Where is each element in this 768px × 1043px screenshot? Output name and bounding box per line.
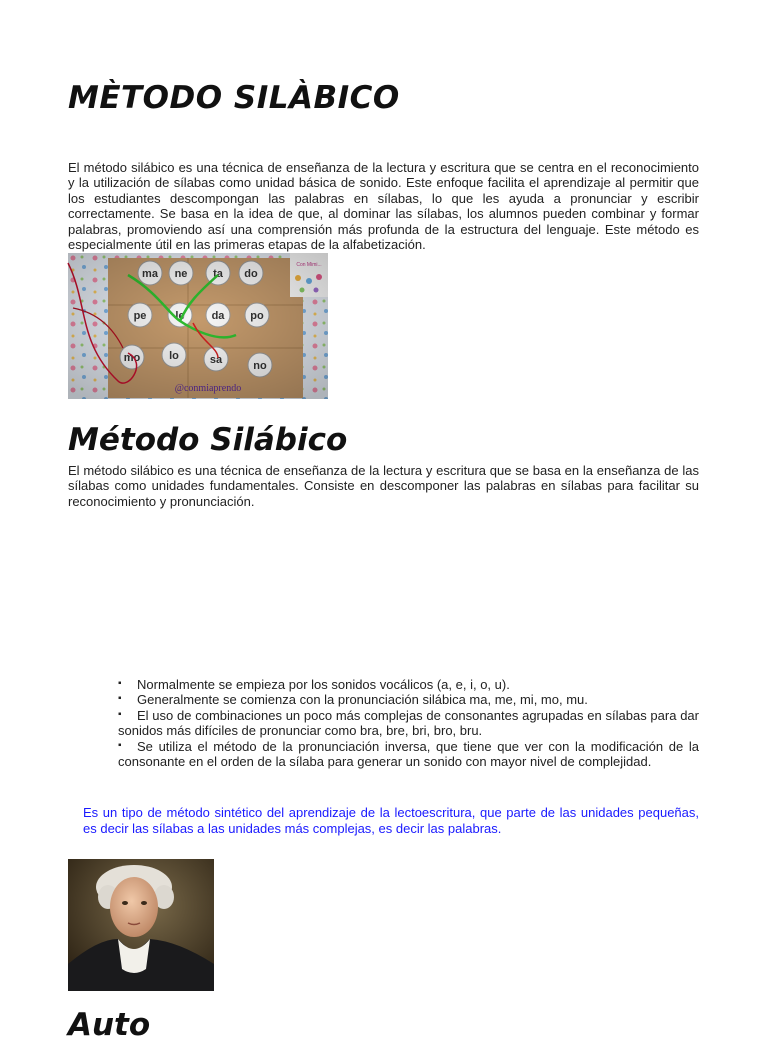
list-item: ▪ Se utiliza el método de la pronunciación inversa, que tiene que ver con la modificación de la consonante en el orden de la sílaba para generar un sonido con mayor nivel de complejidad. — [118, 738, 699, 770]
syllable-board-photo — [68, 253, 328, 399]
list-item: ▪ Generalmente se comienza con la pronunciación silábica ma, me, mi, mo, mu. — [118, 692, 588, 708]
list-item: ▪ Normalmente se empieza por los sonidos vocálicos (a, e, i, o, u). — [118, 677, 510, 692]
bullet-icon: ▪ — [118, 739, 122, 751]
bullet-icon: ▪ — [118, 708, 122, 720]
section-paragraph: El método silábico es una técnica de enseñanza de la lectura y escritura que se basa en la enseñanza de las sílabas como unidades fundamentales. Consiste en descomponer las palabras en sílabas para facilitar su reconocimiento y pronunciación. — [68, 463, 699, 509]
blue-definition-paragraph: Es un tipo de método sintético del aprendizaje de la lectoescritura, que parte de las unidades pequeñas, es decir las sílabas a las unidades más complejas, es decir las palabras. — [83, 805, 699, 836]
bullet-icon: ▪ — [118, 693, 122, 705]
page-title: MÈTODO SILÀBICO — [68, 80, 400, 116]
bullet-icon: ▪ — [118, 678, 122, 689]
method-steps-list — [118, 677, 699, 769]
list-item: ▪ El uso de combinaciones un poco más complejas de consonantes agrupadas en sílabas para dar sonidos más difíciles de pronunciar como bra, bre, bri, bro, bru. — [118, 707, 699, 739]
author-portrait — [68, 859, 214, 991]
intro-paragraph: El método silábico es una técnica de enseñanza de la lectura y escritura que se centra en el reconocimiento y la utilización de sílabas como unidad básica de sonido. Este enfoque facilita el aprendizaje al permitir que los estudiantes descompongan las palabras en sílabas, lo que les ayuda a pronunciar y escribir correctamente. Se basa en la idea de que, al dominar las sílabas, los alumnos pueden combinar y formar palabras, promoviendo así una comprensión más profunda de la estructura del lenguaje. Este método es especialmente útil en las primeras etapas de la alfabetización. — [68, 160, 699, 253]
section-title: Método Silábico — [68, 422, 348, 458]
bottom-heading-partial: Auto — [68, 1007, 151, 1043]
